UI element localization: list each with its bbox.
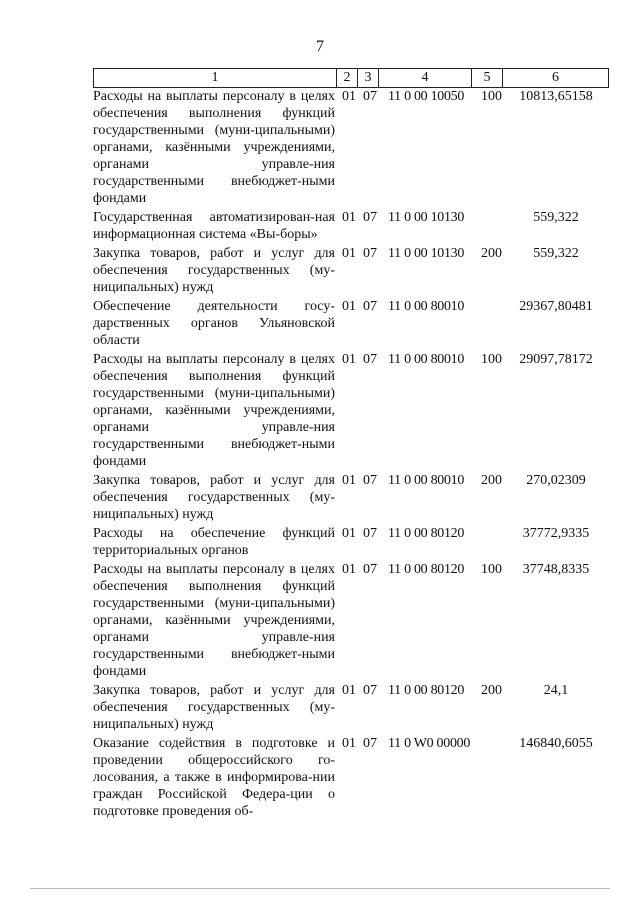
- row-amount: 37748,8335: [522, 562, 590, 577]
- row-section: 01: [342, 526, 356, 541]
- row-amount: 29097,78172: [519, 352, 593, 367]
- row-description: Закупка товаров, работ и услуг для обеспечения государственных (му-ниципальных) нужд: [93, 246, 335, 295]
- row-description: Расходы на выплаты персоналу в целях обеспечения выполнения функций государственными (муни-ципальными) органами, казёнными учреждениями, органами управле-ния государственными внебюджет-ными фондами: [93, 562, 335, 679]
- row-amount: 559,322: [533, 246, 579, 261]
- page-number: 7: [316, 38, 324, 55]
- row-subsection: 07: [363, 352, 377, 367]
- row-target-article: 11 0 00 80010: [388, 473, 465, 488]
- row-expense-type: 100: [481, 352, 502, 367]
- row-target-article: 11 0 00 80120: [388, 526, 465, 541]
- row-target-article: 11 0 00 80120: [388, 562, 465, 577]
- row-target-article: 11 0 W0 00000: [388, 736, 471, 751]
- row-description: Оказание содействия в подготовке и проведении общероссийского го-лосования, а также в информирова-нии граждан Российской Федера-ции о подготовке проведения об-: [93, 736, 335, 819]
- header-col-2: 2: [337, 69, 358, 88]
- table-row: [93, 525, 613, 559]
- table-row: [93, 735, 613, 820]
- row-target-article: 11 0 00 10130: [388, 210, 465, 225]
- header-col-6: 6: [503, 69, 609, 88]
- row-subsection: 07: [363, 562, 377, 577]
- row-expense-type: 100: [481, 562, 502, 577]
- row-subsection: 07: [363, 210, 377, 225]
- row-target-article: 11 0 00 10130: [388, 246, 465, 261]
- row-amount: 146840,6055: [519, 736, 593, 751]
- row-target-article: 11 0 00 80120: [388, 683, 465, 698]
- row-target-article: 11 0 00 80010: [388, 299, 465, 314]
- row-amount: 24,1: [543, 683, 569, 698]
- table-row: [93, 472, 613, 523]
- row-description: Расходы на выплаты персоналу в целях обеспечения выполнения функций государственными (муни-ципальными) органами, казёнными учреждениями, органами управле-ния государственными внебюджет-ными фондами: [93, 89, 335, 206]
- scan-edge-line: [30, 888, 610, 889]
- row-section: 01: [342, 562, 356, 577]
- row-description: Расходы на выплаты персоналу в целях обеспечения выполнения функций государственными (муни-ципальными) органами, казёнными учреждениями, органами управле-ния государственными внебюджет-ными фондами: [93, 352, 335, 469]
- table-row: [93, 209, 613, 243]
- row-section: 01: [342, 246, 356, 261]
- row-subsection: 07: [363, 89, 377, 104]
- row-amount: 29367,80481: [519, 299, 593, 314]
- row-section: 01: [342, 473, 356, 488]
- budget-table-body: [93, 88, 613, 820]
- row-amount: 10813,65158: [519, 89, 593, 104]
- row-subsection: 07: [363, 299, 377, 314]
- header-col-4: 4: [379, 69, 472, 88]
- row-subsection: 07: [363, 736, 377, 751]
- table-row: [93, 351, 613, 470]
- header-col-5: 5: [472, 69, 503, 88]
- header-col-1: 1: [94, 69, 337, 88]
- row-subsection: 07: [363, 526, 377, 541]
- header-col-3: 3: [358, 69, 379, 88]
- row-expense-type: 200: [481, 246, 502, 261]
- row-amount: 559,322: [533, 210, 579, 225]
- row-target-article: 11 0 00 10050: [388, 89, 465, 104]
- table-row: [93, 561, 613, 680]
- row-section: 01: [342, 89, 356, 104]
- row-section: 01: [342, 210, 356, 225]
- row-expense-type: 200: [481, 683, 502, 698]
- row-description: Обеспечение деятельности госу-дарственных органов Ульяновской области: [93, 299, 335, 348]
- row-expense-type: 100: [481, 89, 502, 104]
- row-subsection: 07: [363, 683, 377, 698]
- row-subsection: 07: [363, 473, 377, 488]
- row-section: 01: [342, 683, 356, 698]
- table-row: [93, 88, 613, 207]
- row-description: Закупка товаров, работ и услуг для обеспечения государственных (му-ниципальных) нужд: [93, 683, 335, 732]
- row-amount: 37772,9335: [522, 526, 590, 541]
- table-row: [93, 245, 613, 296]
- table-row: [93, 298, 613, 349]
- row-target-article: 11 0 00 80010: [388, 352, 465, 367]
- row-expense-type: 200: [481, 473, 502, 488]
- row-subsection: 07: [363, 246, 377, 261]
- row-description: Расходы на обеспечение функций территориальных органов: [93, 526, 335, 558]
- row-description: Закупка товаров, работ и услуг для обеспечения государственных (му-ниципальных) нужд: [93, 473, 335, 522]
- column-header-table: [93, 68, 609, 88]
- row-amount: 270,02309: [526, 473, 586, 488]
- row-section: 01: [342, 299, 356, 314]
- row-description: Государственная автоматизирован-ная информационная система «Вы-боры»: [93, 210, 335, 242]
- row-section: 01: [342, 352, 356, 367]
- table-row: [93, 682, 613, 733]
- row-section: 01: [342, 736, 356, 751]
